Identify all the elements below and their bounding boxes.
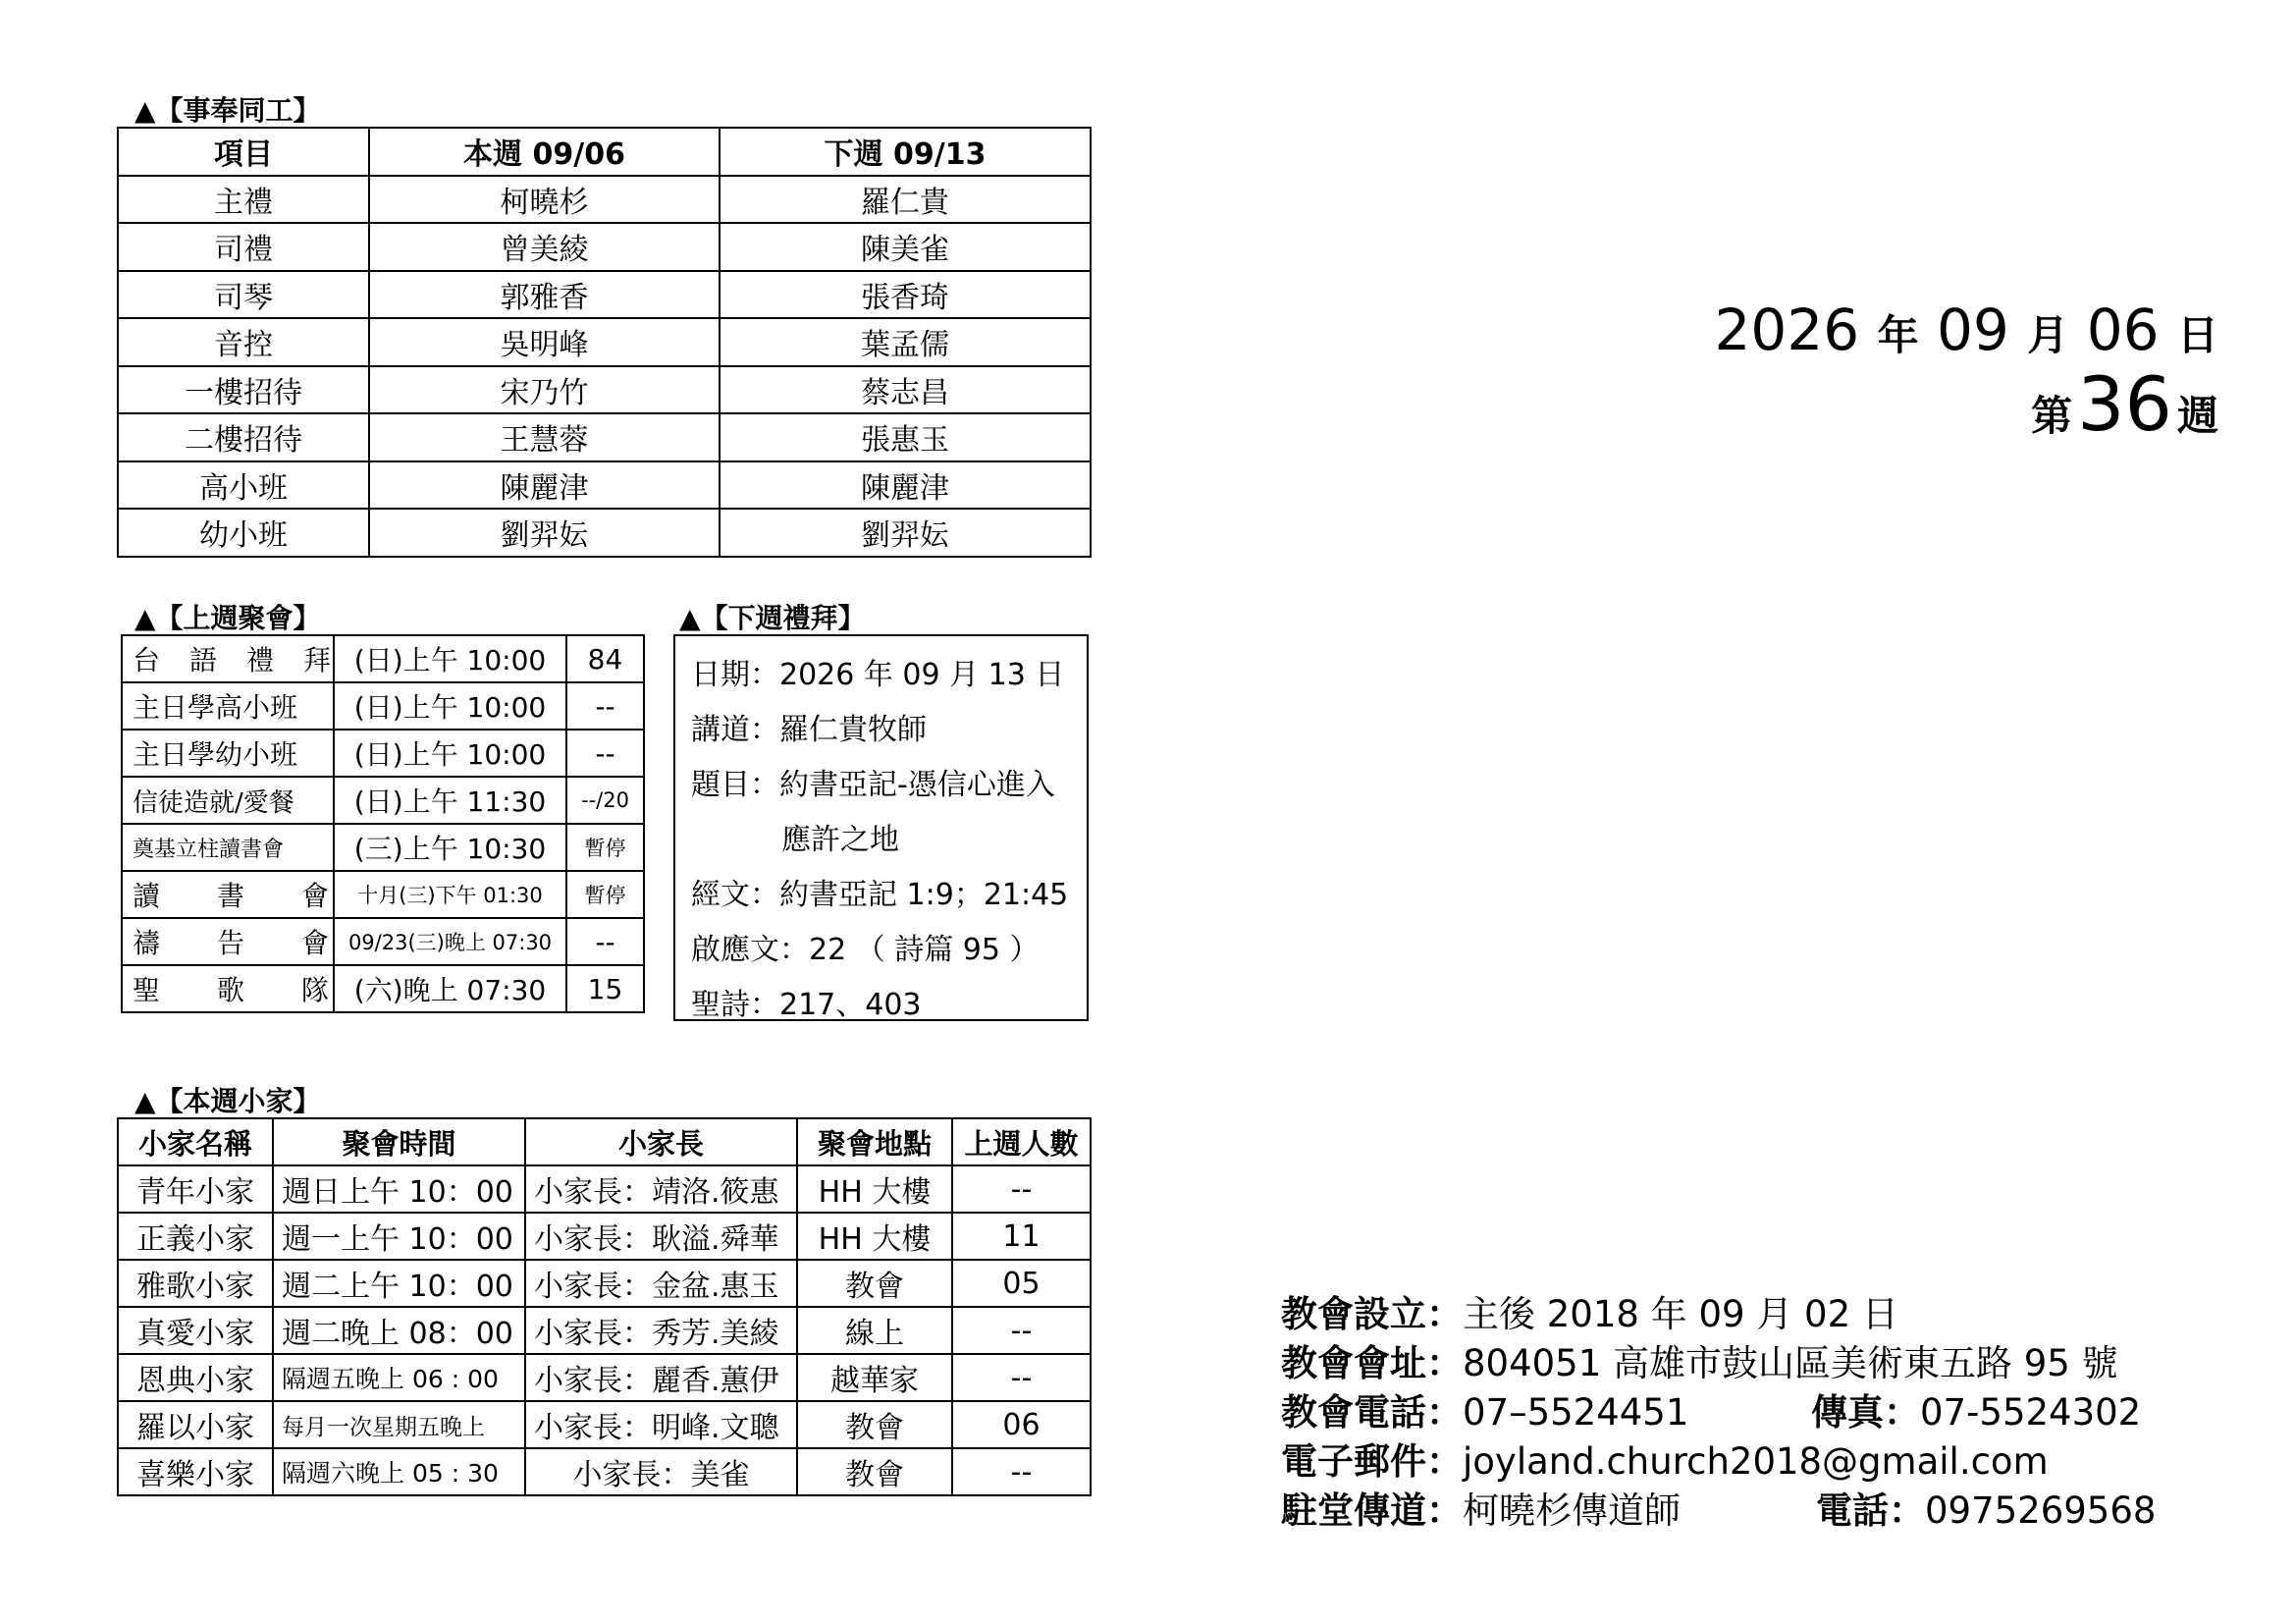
meeting-time-cell: (日)上午 10:00 bbox=[334, 635, 566, 682]
meeting-time-cell: 十月(三)下午 01:30 bbox=[334, 871, 566, 918]
date-month: 09 bbox=[1937, 297, 2009, 363]
responsive-reading: 啟應文：22 （ 詩篇 95 ） bbox=[691, 933, 1040, 967]
table-row bbox=[122, 682, 644, 730]
group-attendance-cell: -- bbox=[952, 1165, 1091, 1213]
hymns: 聖詩：217、403 bbox=[691, 988, 922, 1022]
small-groups-table bbox=[117, 1117, 1092, 1496]
meeting-name-cell: 讀書會 bbox=[122, 871, 334, 918]
church-fax bbox=[1811, 1382, 2141, 1435]
group-name-cell: 恩典小家 bbox=[118, 1354, 273, 1401]
meeting-name-cell: 主日學高小班 bbox=[122, 682, 334, 730]
group-time-cell: 週二晚上 08：00 bbox=[273, 1307, 525, 1354]
table-row bbox=[122, 965, 644, 1012]
resident-preacher bbox=[1281, 1481, 1681, 1534]
role-cell: 二樓招待 bbox=[118, 413, 369, 461]
meeting-time-cell: (日)上午 11:30 bbox=[334, 777, 566, 824]
this-week-cell: 柯曉杉 bbox=[369, 176, 720, 224]
last-week-section-title: ▲【上週聚會】 bbox=[134, 602, 321, 634]
group-time-cell: 週一上午 10：00 bbox=[273, 1213, 525, 1260]
attendance-cell: 84 bbox=[566, 635, 644, 682]
group-location-cell: 教會 bbox=[797, 1260, 952, 1307]
meeting-name-cell: 主日學幼小班 bbox=[122, 730, 334, 777]
scripture: 經文：約書亞記 1:9；21:45 bbox=[691, 878, 1069, 912]
group-location-cell: 越華家 bbox=[797, 1354, 952, 1401]
meeting-name-cell: 聖歌隊 bbox=[122, 965, 334, 1012]
table-row bbox=[118, 1165, 1091, 1213]
table-row bbox=[118, 366, 1091, 414]
meeting-name-cell: 台語禮拜 bbox=[122, 635, 334, 682]
attendance-cell: -- bbox=[566, 918, 644, 965]
bulletin-week bbox=[2031, 361, 2218, 468]
table-row bbox=[118, 509, 1091, 557]
table-header-row bbox=[118, 128, 1091, 176]
group-name-cell: 正義小家 bbox=[118, 1213, 273, 1260]
preacher-phone-label: 電話： bbox=[1816, 1489, 1925, 1532]
group-location-cell: HH 大樓 bbox=[797, 1213, 952, 1260]
this-week-cell: 劉羿妘 bbox=[369, 509, 720, 557]
meeting-time-cell: (六)晚上 07:30 bbox=[334, 965, 566, 1012]
group-leader-cell: 小家長：耿溢.舜華 bbox=[525, 1213, 797, 1260]
role-cell: 司琴 bbox=[118, 271, 369, 319]
next-week-cell: 劉羿妘 bbox=[720, 509, 1091, 557]
role-cell: 音控 bbox=[118, 318, 369, 366]
attendance-cell: --/20 bbox=[566, 777, 644, 824]
sermon-title: 題目：約書亞記-憑信心進入 bbox=[691, 768, 1055, 802]
church-established bbox=[1281, 1284, 1898, 1337]
this-week-cell: 曾美綾 bbox=[369, 223, 720, 271]
group-location-cell: 線上 bbox=[797, 1307, 952, 1354]
column-header: 聚會時間 bbox=[273, 1118, 525, 1165]
address-label: 教會會址： bbox=[1281, 1342, 1463, 1384]
table-row bbox=[118, 413, 1091, 461]
meeting-name-cell: 奠基立柱讀書會 bbox=[122, 824, 334, 871]
group-attendance-cell: -- bbox=[952, 1307, 1091, 1354]
role-cell: 高小班 bbox=[118, 461, 369, 510]
email-label: 電子郵件： bbox=[1281, 1440, 1463, 1483]
date-day: 06 bbox=[2086, 297, 2160, 363]
table-row bbox=[118, 1448, 1091, 1495]
fax-label: 傳真： bbox=[1811, 1391, 1920, 1434]
group-time-cell: 週二上午 10：00 bbox=[273, 1260, 525, 1307]
preacher: 講道：羅仁貴牧師 bbox=[691, 713, 927, 747]
group-leader-cell: 小家長：明峰.文聰 bbox=[525, 1401, 797, 1448]
group-time-cell: 隔週六晚上 05 : 30 bbox=[273, 1448, 525, 1495]
group-attendance-cell: 05 bbox=[952, 1260, 1091, 1307]
group-time-cell: 每月一次星期五晚上 bbox=[273, 1401, 525, 1448]
preacher-value: 柯曉杉傳道師 bbox=[1463, 1489, 1681, 1532]
table-row bbox=[118, 176, 1091, 224]
next-week-section-title: ▲【下週禮拜】 bbox=[679, 602, 866, 634]
this-week-cell: 郭雅香 bbox=[369, 271, 720, 319]
next-week-cell: 陳美雀 bbox=[720, 223, 1091, 271]
group-name-cell: 雅歌小家 bbox=[118, 1260, 273, 1307]
table-row bbox=[122, 635, 644, 682]
group-name-cell: 青年小家 bbox=[118, 1165, 273, 1213]
group-location-cell: 教會 bbox=[797, 1401, 952, 1448]
table-row bbox=[118, 461, 1091, 510]
group-leader-cell: 小家長：金盆.惠玉 bbox=[525, 1260, 797, 1307]
group-name-cell: 真愛小家 bbox=[118, 1307, 273, 1354]
phone-value: 07–5524451 bbox=[1463, 1391, 1689, 1434]
date-year-unit: 年 bbox=[1877, 311, 1919, 359]
week-prefix: 第 bbox=[2031, 392, 2073, 440]
role-cell: 幼小班 bbox=[118, 509, 369, 557]
last-week-meetings-table bbox=[121, 634, 645, 1013]
next-week-cell: 蔡志昌 bbox=[720, 366, 1091, 414]
groups-section-title: ▲【本週小家】 bbox=[134, 1085, 321, 1117]
this-week-cell: 吳明峰 bbox=[369, 318, 720, 366]
column-header: 聚會地點 bbox=[797, 1118, 952, 1165]
column-header: 項目 bbox=[118, 128, 369, 176]
preacher-label: 駐堂傳道： bbox=[1281, 1489, 1463, 1532]
attendance-cell: 暫停 bbox=[566, 871, 644, 918]
date-day-unit: 日 bbox=[2176, 311, 2218, 359]
meeting-time-cell: (日)上午 10:00 bbox=[334, 730, 566, 777]
week-number: 36 bbox=[2077, 360, 2172, 448]
group-attendance-cell: 11 bbox=[952, 1213, 1091, 1260]
table-row bbox=[118, 1401, 1091, 1448]
role-cell: 一樓招待 bbox=[118, 366, 369, 414]
table-row bbox=[118, 1260, 1091, 1307]
week-unit: 週 bbox=[2176, 392, 2218, 440]
meeting-name-cell: 信徒造就/愛餐 bbox=[122, 777, 334, 824]
group-leader-cell: 小家長：麗香.蕙伊 bbox=[525, 1354, 797, 1401]
next-week-cell: 陳麗津 bbox=[720, 461, 1091, 510]
meeting-time-cell: (三)上午 10:30 bbox=[334, 824, 566, 871]
date-year: 2026 bbox=[1714, 297, 1860, 363]
table-row bbox=[118, 1213, 1091, 1260]
table-row bbox=[122, 871, 644, 918]
attendance-cell: -- bbox=[566, 730, 644, 777]
table-header-row bbox=[118, 1118, 1091, 1165]
table-row bbox=[118, 271, 1091, 319]
service-date: 日期：2026 年 09 月 13 日 bbox=[691, 658, 1065, 692]
table-row bbox=[118, 318, 1091, 366]
email-value[interactable]: joyland.church2018@gmail.com bbox=[1463, 1440, 2049, 1483]
this-week-cell: 宋乃竹 bbox=[369, 366, 720, 414]
established-value: 主後 2018 年 09 月 02 日 bbox=[1463, 1293, 1898, 1335]
established-label: 教會設立： bbox=[1281, 1293, 1463, 1335]
column-header: 上週人數 bbox=[952, 1118, 1091, 1165]
preacher-phone-value: 0975269568 bbox=[1925, 1489, 2157, 1532]
column-header: 本週 09/06 bbox=[369, 128, 720, 176]
group-leader-cell: 小家長：美雀 bbox=[525, 1448, 797, 1495]
group-time-cell: 週日上午 10：00 bbox=[273, 1165, 525, 1213]
next-week-cell: 羅仁貴 bbox=[720, 176, 1091, 224]
role-cell: 主禮 bbox=[118, 176, 369, 224]
staff-table bbox=[117, 127, 1092, 558]
table-row bbox=[122, 824, 644, 871]
this-week-cell: 陳麗津 bbox=[369, 461, 720, 510]
group-attendance-cell: 06 bbox=[952, 1401, 1091, 1448]
group-name-cell: 羅以小家 bbox=[118, 1401, 273, 1448]
group-leader-cell: 小家長：靖洛.筱惠 bbox=[525, 1165, 797, 1213]
meeting-time-cell: 09/23(三)晚上 07:30 bbox=[334, 918, 566, 965]
meeting-name-cell: 禱告會 bbox=[122, 918, 334, 965]
church-address bbox=[1281, 1333, 2118, 1386]
next-week-cell: 張香琦 bbox=[720, 271, 1091, 319]
sermon-title-continued: 應許之地 bbox=[781, 823, 899, 857]
attendance-cell: -- bbox=[566, 682, 644, 730]
table-row bbox=[118, 1307, 1091, 1354]
church-phone bbox=[1281, 1382, 1688, 1435]
table-row bbox=[122, 777, 644, 824]
group-location-cell: HH 大樓 bbox=[797, 1165, 952, 1213]
group-time-cell: 隔週五晚上 06 : 00 bbox=[273, 1354, 525, 1401]
address-value: 804051 高雄市鼓山區美術東五路 95 號 bbox=[1463, 1342, 2118, 1384]
date-month-unit: 月 bbox=[2027, 311, 2069, 359]
attendance-cell: 15 bbox=[566, 965, 644, 1012]
table-row bbox=[122, 918, 644, 965]
group-location-cell: 教會 bbox=[797, 1448, 952, 1495]
phone-label: 教會電話： bbox=[1281, 1391, 1463, 1434]
column-header: 下週 09/13 bbox=[720, 128, 1091, 176]
next-week-cell: 張惠玉 bbox=[720, 413, 1091, 461]
table-row bbox=[118, 223, 1091, 271]
group-attendance-cell: -- bbox=[952, 1354, 1091, 1401]
table-row bbox=[118, 1354, 1091, 1401]
column-header: 小家長 bbox=[525, 1118, 797, 1165]
next-week-worship-box bbox=[673, 634, 1089, 1021]
attendance-cell: 暫停 bbox=[566, 824, 644, 871]
next-week-cell: 葉孟儒 bbox=[720, 318, 1091, 366]
fax-value: 07-5524302 bbox=[1920, 1391, 2142, 1434]
church-email bbox=[1281, 1432, 2049, 1485]
table-row bbox=[122, 730, 644, 777]
group-leader-cell: 小家長：秀芳.美綾 bbox=[525, 1307, 797, 1354]
group-attendance-cell: -- bbox=[952, 1448, 1091, 1495]
column-header: 小家名稱 bbox=[118, 1118, 273, 1165]
preacher-phone bbox=[1816, 1481, 2156, 1534]
staff-section-title: ▲【事奉同工】 bbox=[134, 94, 321, 127]
group-name-cell: 喜樂小家 bbox=[118, 1448, 273, 1495]
this-week-cell: 王慧蓉 bbox=[369, 413, 720, 461]
role-cell: 司禮 bbox=[118, 223, 369, 271]
meeting-time-cell: (日)上午 10:00 bbox=[334, 682, 566, 730]
